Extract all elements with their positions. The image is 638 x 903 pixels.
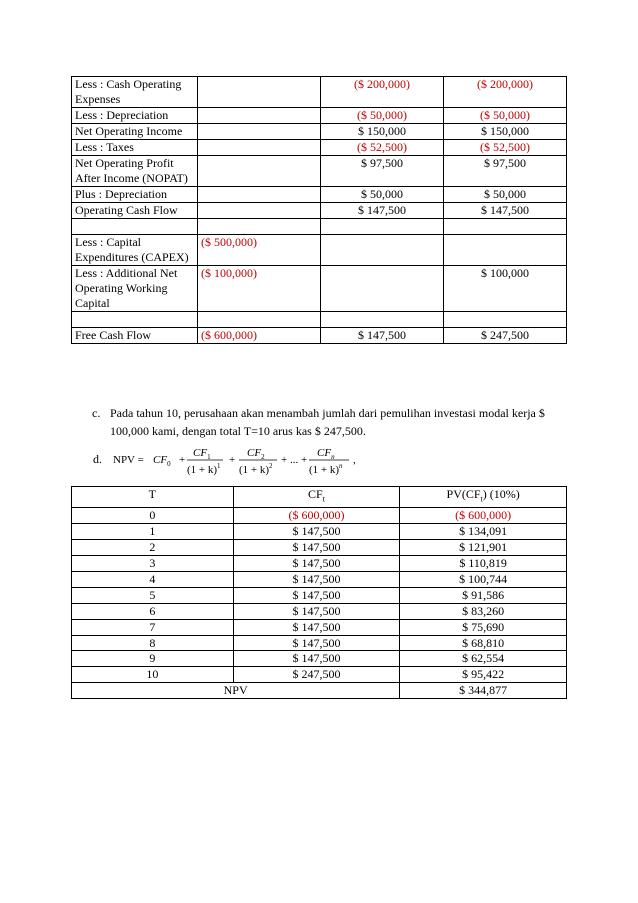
denn: $(1 + k)^n$ <box>309 462 343 476</box>
year-0-cell <box>198 124 321 140</box>
row-label: Operating Cash Flow <box>72 203 198 219</box>
table-row <box>72 156 567 187</box>
year-0-cell: ($ 500,000) <box>198 235 321 266</box>
npv-total-row <box>72 683 567 699</box>
present-value-cell: $ 121,901 <box>400 540 567 556</box>
table-row <box>72 187 567 203</box>
year-10-cell <box>444 312 567 328</box>
table-row <box>72 651 567 667</box>
cash-flow-cell: $ 147,500 <box>233 540 400 556</box>
cash-flow-cell: $ 147,500 <box>233 571 400 587</box>
table-row <box>72 603 567 619</box>
table-row <box>72 635 567 651</box>
year-0-cell <box>198 203 321 219</box>
year-1-9-cell: $ 150,000 <box>321 124 444 140</box>
present-value-cell: ($ 600,000) <box>400 508 567 524</box>
present-value-cell: $ 83,260 <box>400 603 567 619</box>
den2: $(1 + k)^2$ <box>239 462 273 476</box>
cash-flow-cell: $ 147,500 <box>233 556 400 572</box>
row-label: Less : Depreciation <box>72 108 198 124</box>
header-pv: $PV(CF_t)$ (10%) <box>400 487 567 508</box>
period-cell: 2 <box>72 540 234 556</box>
year-1-9-cell: $ 147,500 <box>321 203 444 219</box>
present-value-cell: $ 100,744 <box>400 571 567 587</box>
year-0-cell <box>198 77 321 108</box>
year-10-cell: ($ 52,500) <box>444 140 567 156</box>
year-10-cell: $ 247,500 <box>444 328 567 344</box>
cash-flow-cell: $ 247,500 <box>233 667 400 683</box>
cf0-term: $CF_0$ <box>153 454 171 468</box>
cash-flow-cell: $ 147,500 <box>233 651 400 667</box>
year-10-cell <box>444 219 567 235</box>
npv-total-value: $ 344,877 <box>400 683 567 699</box>
row-label: Less : Cash Operating Expenses <box>72 77 198 108</box>
plus-1: + <box>179 454 186 466</box>
num1: $CF_1$ <box>193 447 211 461</box>
year-1-9-cell: $ 97,500 <box>321 156 444 187</box>
year-1-9-cell: ($ 50,000) <box>321 108 444 124</box>
table-row <box>72 328 567 344</box>
table-row <box>72 124 567 140</box>
row-label: Net Operating Profit After Income (NOPAT) <box>72 156 198 187</box>
present-value-cell: $ 110,819 <box>400 556 567 572</box>
row-label: Less : Capital Expenditures (CAPEX) <box>72 235 198 266</box>
table-row <box>72 587 567 603</box>
row-label: Plus : Depreciation <box>72 187 198 203</box>
present-value-cell: $ 134,091 <box>400 524 567 540</box>
year-0-cell <box>198 140 321 156</box>
table-row <box>72 619 567 635</box>
year-0-cell <box>198 156 321 187</box>
year-0-cell: ($ 600,000) <box>198 328 321 344</box>
table-row <box>72 266 567 312</box>
num2: $CF_2$ <box>247 447 265 461</box>
present-value-cell: $ 62,554 <box>400 651 567 667</box>
year-1-9-cell: ($ 52,500) <box>321 140 444 156</box>
spacer-row <box>72 219 567 235</box>
table-row <box>72 524 567 540</box>
period-cell: 5 <box>72 587 234 603</box>
row-label <box>72 219 198 235</box>
period-cell: 9 <box>72 651 234 667</box>
year-1-9-cell <box>321 266 444 312</box>
cash-flow-cell: $ 147,500 <box>233 635 400 651</box>
table-row <box>72 571 567 587</box>
year-10-cell: $ 100,000 <box>444 266 567 312</box>
table-row <box>72 235 567 266</box>
npv-table <box>71 486 567 699</box>
year-10-cell: $ 147,500 <box>444 203 567 219</box>
cash-flow-cell: $ 147,500 <box>233 603 400 619</box>
cash-flow-cell: $ 147,500 <box>233 619 400 635</box>
table-row <box>72 203 567 219</box>
year-0-cell <box>198 219 321 235</box>
table-row <box>72 540 567 556</box>
period-cell: 8 <box>72 635 234 651</box>
period-cell: 3 <box>72 556 234 572</box>
npv-total-label: NPV <box>72 683 400 699</box>
period-cell: 4 <box>72 571 234 587</box>
item-c-text: Pada tahun 10, perusahaan akan menambah jumlah dari pemulihan investasi modal kerja $ 100,000 kami, dengan total T=10 arus kas $ 247,500. <box>110 406 545 438</box>
npv-table-header <box>72 487 567 508</box>
year-0-cell: ($ 100,000) <box>198 266 321 312</box>
row-label: Less : Taxes <box>72 140 198 156</box>
row-label: Free Cash Flow <box>72 328 198 344</box>
numn: $CF_n$ <box>317 447 335 461</box>
year-0-cell <box>198 108 321 124</box>
header-t: T <box>72 487 234 508</box>
period-cell: 1 <box>72 524 234 540</box>
table-row <box>72 667 567 683</box>
header-cf: $CF_t$ <box>233 487 400 508</box>
present-value-cell: $ 95,422 <box>400 667 567 683</box>
table-row <box>72 77 567 108</box>
spacer-row <box>72 312 567 328</box>
plus-2: + <box>229 454 236 466</box>
year-0-cell <box>198 312 321 328</box>
table-row <box>72 140 567 156</box>
item-d-label: d. <box>93 452 102 466</box>
item-d <box>93 440 413 476</box>
formula-comma: , <box>353 454 356 466</box>
present-value-cell: $ 75,690 <box>400 619 567 635</box>
period-cell: 6 <box>72 603 234 619</box>
row-label: Net Operating Income <box>72 124 198 140</box>
year-10-cell: ($ 200,000) <box>444 77 567 108</box>
table-row <box>72 108 567 124</box>
year-10-cell: $ 150,000 <box>444 124 567 140</box>
npv-formula <box>113 440 413 476</box>
year-1-9-cell <box>321 312 444 328</box>
year-10-cell: ($ 50,000) <box>444 108 567 124</box>
ellipsis: + ... + <box>281 454 308 466</box>
table-row <box>72 508 567 524</box>
year-1-9-cell <box>321 235 444 266</box>
year-1-9-cell: $ 147,500 <box>321 328 444 344</box>
year-10-cell <box>444 235 567 266</box>
item-c-label: c. <box>92 406 101 420</box>
row-label <box>72 312 198 328</box>
year-10-cell: $ 50,000 <box>444 187 567 203</box>
present-value-cell: $ 91,586 <box>400 587 567 603</box>
year-1-9-cell <box>321 219 444 235</box>
den1: $(1 + k)^1$ <box>187 462 221 476</box>
year-1-9-cell: ($ 200,000) <box>321 77 444 108</box>
period-cell: 10 <box>72 667 234 683</box>
cash-flow-cell: ($ 600,000) <box>233 508 400 524</box>
year-10-cell: $ 97,500 <box>444 156 567 187</box>
period-cell: 0 <box>72 508 234 524</box>
year-0-cell <box>198 187 321 203</box>
year-1-9-cell: $ 50,000 <box>321 187 444 203</box>
row-label: Less : Additional Net Operating Working Capital <box>72 266 198 312</box>
present-value-cell: $ 68,810 <box>400 635 567 651</box>
period-cell: 7 <box>72 619 234 635</box>
cash-flow-table <box>71 76 567 344</box>
npv-formula-lhs: NPV = <box>113 454 144 466</box>
table-row <box>72 556 567 572</box>
cash-flow-cell: $ 147,500 <box>233 587 400 603</box>
cash-flow-cell: $ 147,500 <box>233 524 400 540</box>
